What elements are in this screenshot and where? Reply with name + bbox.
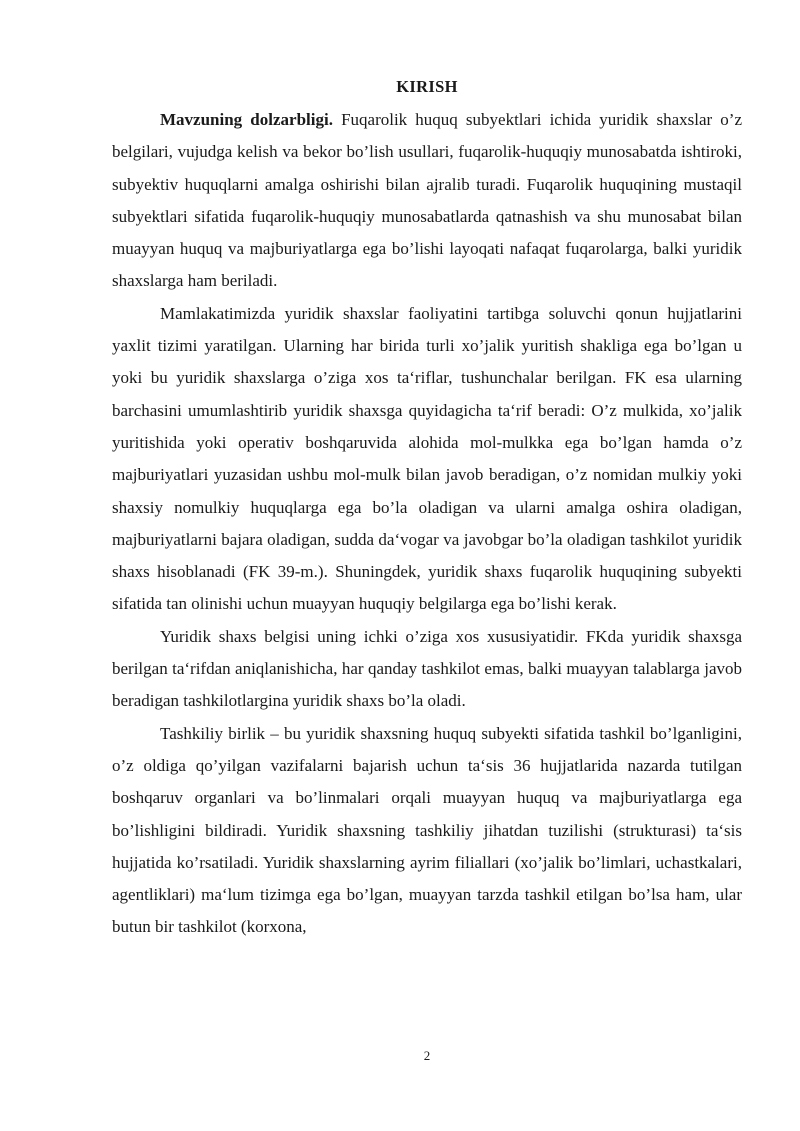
section-title: KIRISH xyxy=(396,77,458,96)
body-text xyxy=(112,104,742,944)
paragraph-lead: Mavzuning dolzarbligi. xyxy=(160,110,333,129)
paragraph-relevance xyxy=(112,104,742,298)
paragraph-features: Yuridik shaxs belgisi uning ichki o’ziga xos xususiyatidir. FKda yuridik shaxsga berilgan ta‘rifdan aniqlanishicha, har qanday tashkilot emas, balki muayyan talablarga javob beradigan tashkilotlargina yuridik shaxs bo’la oladi. xyxy=(112,626,742,711)
paragraph-definition: Mamlakatimizda yuridik shaxslar faoliyatini tartibga soluvchi qonun hujjatlarini yaxlit tizimi yaratilgan. Ularning har birida turli xo’jalik yuritish shakliga ega bo’lgan u yoki bu yuridik shaxslarga o’ziga xos ta‘riflar, tushunchalar berilgan. FK esa ularning barchasini umumlashtirib yuridik shaxsga quyidagicha ta‘rif beradi: O’z mulkida, xo’jalik yuritishida yoki operativ boshqaruvida alohida mol-mulkka ega bo’lgan hamda o’z majburiyatlari yuzasidan ushbu mol-mulk bilan javob beradigan, o’z nomidan mulkiy yoki shaxsiy nomulkiy huquqlarga ega bo’la oladigan va ularni amalga oshira oladigan, majburiyatlarni bajara oladigan, sudda da‘vogar va javobgar bo’la oladigan tashkilot yuridik shaxs hisoblanadi (FK 39-m.). Shuningdek, yuridik shaxs fuqarolik huquqining subyekti sifatida tan olinishi uchun muayyan huquqiy belgilarga ega bo’lishi kerak. xyxy=(112,303,742,614)
paragraph-organizational-unity: Tashkiliy birlik – bu yuridik shaxsning huquq subyekti sifatida tashkil bo’lganligini, o’z oldiga qo’yilgan vazifalarni bajarish uchun ta‘sis 36 hujjatlarida nazarda tutilgan boshqaruv organlari va bo’linmalari orqali muayyan huquq va majburiyatlarga ega bo’lishligini bildiradi. Yuridik shaxsning tashkiliy jihatdan tuzilishi (strukturasi) ta‘sis hujjatida ko’rsatiladi. Yuridik shaxslarning ayrim filiallari (xo’jalik bo’limlari, uchastkalari, agentliklari) ma‘lum tizimga ega bo’lgan, muayyan tarzda tashkil etilgan bo’lsa ham, ular butun bir tashkilot (korxona, xyxy=(112,723,742,937)
page-number: 2 xyxy=(423,1048,431,1063)
paragraph-text: Fuqarolik huquq subyektlari ichida yuridik shaxslar o’z belgilari, vujudga kelish va bekor bo’lish usullari, fuqarolik-huquqiy munosabatda ishtiroki, subyektiv huquqlarni amalga oshirishi bilan ajralib turadi. Fuqarolik huquqining mustaqil subyektlari sifatida fuqarolik-huquqiy munosabatlarda qatnashish va shu munosabat bilan muayyan huquq va majburiyatlarga ega bo’lishi layoqati nafaqat fuqarolarga, balki yuridik shaxslarga ham beriladi. xyxy=(112,110,743,291)
